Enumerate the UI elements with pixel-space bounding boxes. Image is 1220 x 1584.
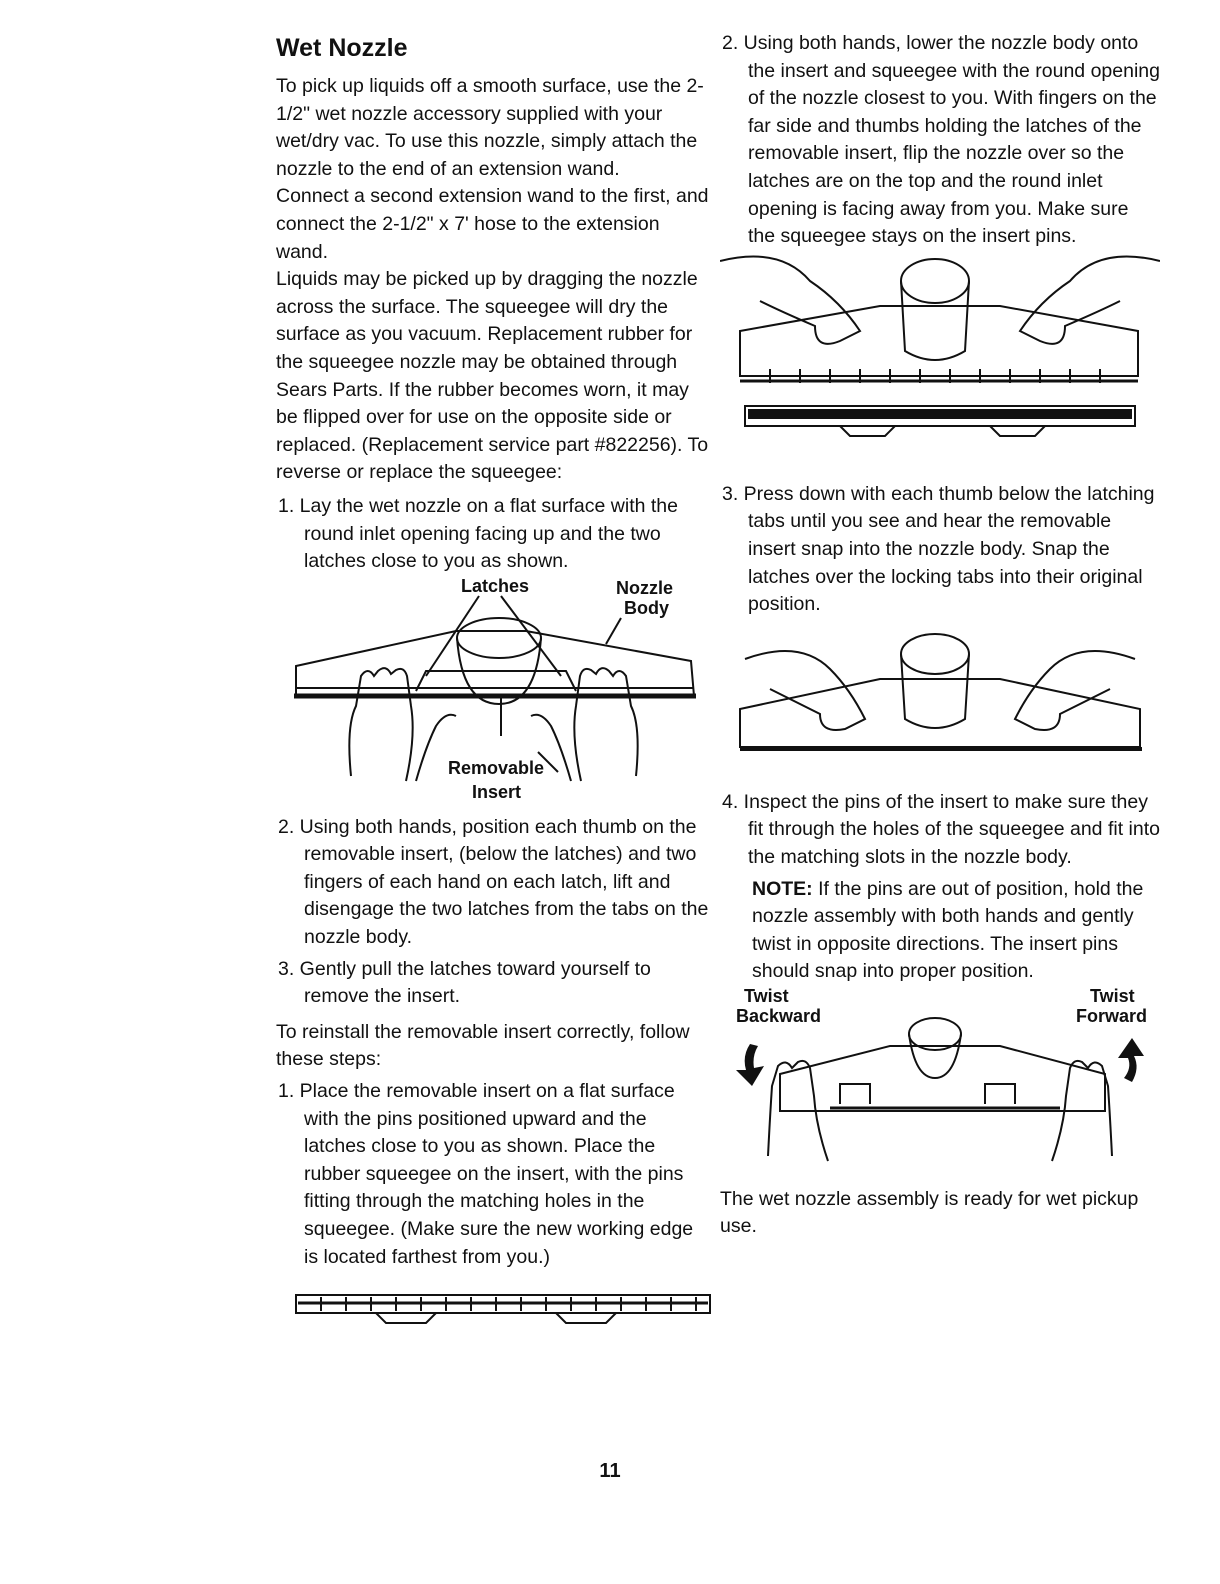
insert-squeegee-illustration: [276, 1281, 712, 1341]
remove-step-3: 3. Gently pull the latches toward yourself to remove the insert.: [278, 957, 651, 1008]
twist-backward-arrow-icon: [736, 1044, 764, 1086]
label-nozzle: Nozzle: [616, 577, 674, 598]
label-twist-left: Twist: [744, 985, 789, 1006]
flip-nozzle-illustration: [720, 251, 1160, 481]
intro-paragraph-2: Connect a second extension wand to the first, and connect the 2-1/2" x 7' hose to the extension wand.: [276, 185, 709, 263]
intro-paragraph-1: To pick up liquids off a smooth surface, use the 2-1/2" wet nozzle accessory supplied with your wet/dry vac. To use this nozzle, simply attach the nozzle to the end of an extension wand.: [276, 75, 704, 180]
reinstall-step-4: 4. Inspect the pins of the insert to make sure they fit through the holes of the squeegee and fit into the matching slots in the nozzle body.: [722, 790, 1160, 868]
remove-step-2: 2. Using both hands, position each thumb on the removable insert, (below the latches) and two fingers of each hand on each latch, lift and disengage the two latches from the tabs on the nozzle body.: [278, 815, 709, 949]
page-number: 11: [599, 1460, 621, 1482]
figure-flip-nozzle: [720, 251, 1160, 481]
note-paragraph: [720, 876, 1160, 986]
snap-insert-illustration: [720, 629, 1160, 789]
label-forward: Forward: [1076, 1005, 1148, 1026]
label-twist-right: Twist: [1090, 985, 1135, 1006]
closing-paragraph: The wet nozzle assembly is ready for wet pickup use.: [720, 1187, 1139, 1238]
remove-step-1: 1. Lay the wet nozzle on a flat surface with the round inlet opening facing up and the two latches close to you as shown.: [278, 494, 678, 573]
figure-snap-insert: [720, 629, 1160, 789]
note-text: If the pins are out of position, hold the nozzle assembly with both hands and gently twist in opposite directions. The insert pins should snap into proper position.: [752, 877, 1144, 983]
note-label: NOTE:: [752, 877, 813, 900]
label-latches: Latches: [461, 575, 530, 596]
label-removable: Removable: [448, 757, 545, 778]
label-backward: Backward: [736, 1005, 822, 1026]
reinstall-step-2: 2. Using both hands, lower the nozzle body onto the insert and squeegee with the round opening of the nozzle closest to you. With fingers on the far side and thumbs holding the latches of the removable insert, flip the nozzle over so the latches are on the top and the round inlet opening is facing away from you. Make sure the squeegee stays on the insert pins.: [722, 32, 1160, 248]
reinstall-step-1: 1. Place the removable insert on a flat surface with the pins positioned upward and the latches close to you as shown. Place the rubber squeegee on the insert, with the pins fitting through the matching holes in the squeegee. (Make sure the new working edge is located farthest from you.): [278, 1080, 694, 1268]
intro-paragraph-3: Liquids may be picked up by dragging the nozzle across the surface. The squeegee will dry the surface as you vacuum. Replacement rubber for the squeegee nozzle may be obtained through Sears Parts. If the rubber becomes worn, it may be flipped over for use on the opposite side or replaced. (Replacement service part #822256). To reverse or replace the squeegee:: [276, 268, 709, 484]
twist-forward-arrow-icon: [1118, 1038, 1144, 1082]
figure-twist: [720, 986, 1160, 1182]
right-column: [720, 30, 1160, 1241]
section-title: Wet Nozzle: [276, 34, 408, 62]
reinstall-intro: To reinstall the removable insert correctly, follow these steps:: [276, 1020, 690, 1071]
figure-nozzle-latches: [276, 576, 712, 814]
figure-insert-squeegee: [276, 1281, 712, 1341]
label-insert: Insert: [472, 781, 522, 802]
label-body: Body: [624, 597, 669, 618]
left-column: [276, 30, 712, 1341]
reinstall-step-3: 3. Press down with each thumb below the latching tabs until you see and hear the removable insert snap into the nozzle body. Snap the latches over the locking tabs into their original position.: [722, 482, 1155, 616]
